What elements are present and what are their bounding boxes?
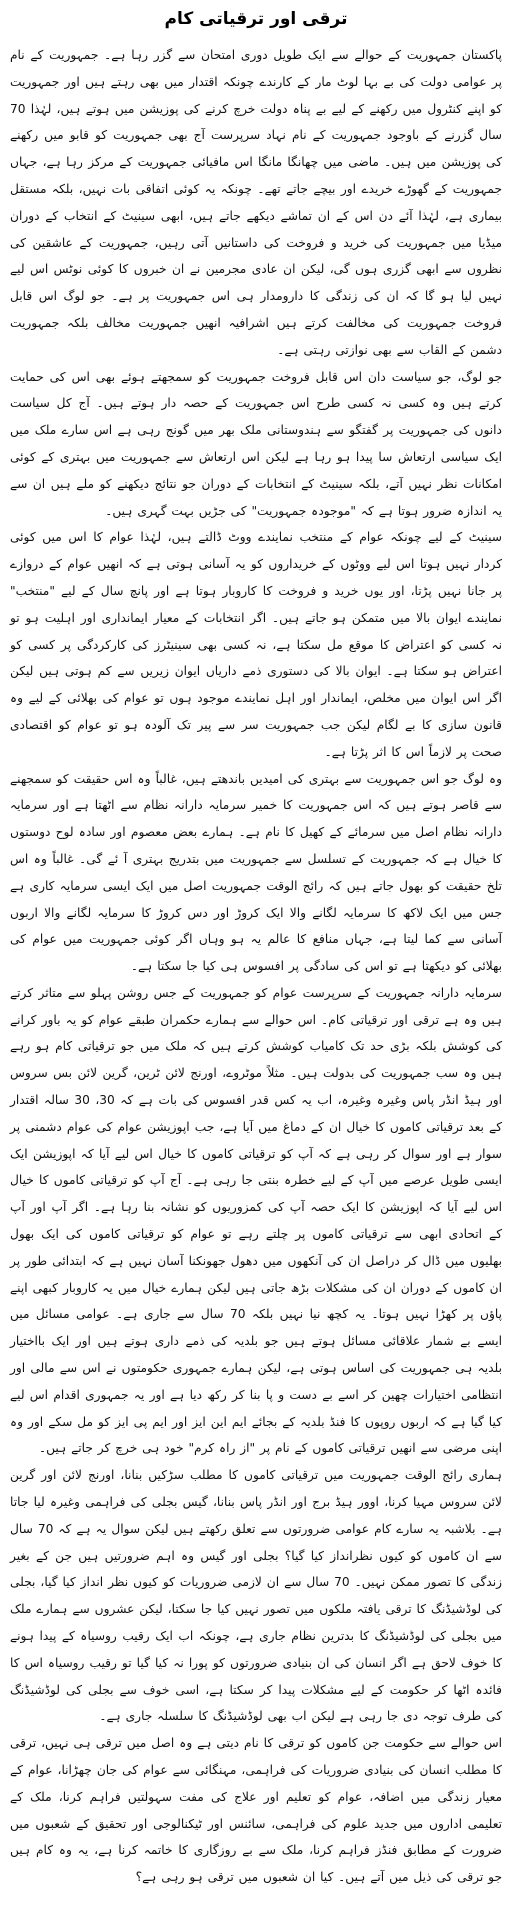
paragraph-5: سرمایہ دارانہ جمہوریت کے سرپرست عوام کو جمہوریت کے جس روشن پہلو سے متاثر کرتے ہیں وہ ہے ترقی اور ترقیاتی کام۔ اس حوالے سے ہمارے حکمران طبقے عوام کو یہ باور کرانے کی کوشش بلکہ بڑی حد تک کامیاب کوشش کرتے ہیں کہ ملک میں جو ترقیاتی کام ہو رہے ہیں وہ سب جمہوریت کی بدولت ہیں۔ مثلاً موٹروے، اورنج لائن ٹرین، گرین لائن بس سروس اور ہیڈ انڈر پاس وغیرہ وغیرہ، اب یہ کس قدر افسوس کی بات ہے کہ 30، 30 سالہ اقتدار کے بعد ترقیاتی کاموں کا خیال ان کے دماغ میں آیا ہے، جب اپوزیشن عوام کی عوام دشمنی پر سوار ہے اور سوال کر رہی ہے کہ آپ کو ترقیاتی کاموں کا خیال اس لیے آیا کہ اپوزیشن ایک ایسی طویل عرصے میں آپ کے لیے خطرہ بنتی جا رہی ہے۔ آج آپ کو ترقیاتی کاموں کا خیال اس لیے آیا کہ اپوزیشن کا ایک حصہ آپ کی کمزوریوں کو نشانہ بنا رہا ہے۔ اگر آپ اور آپ کے اتحادی ابھی سے ترقیاتی کاموں پر چلتے رہے تو عوام کو ترقیاتی کاموں کی ایک بھول بھلیوں میں ڈال کر دراصل ان کی آنکھوں میں دھول جھونکنا آسان نہیں ہے کہ ابتدائی طور پر ان کاموں کے دوران ان کی مشکلات بڑھ جاتی ہیں لیکن ہمارے خیال میں یہ کاروبار کبھی اپنے پاؤں پر کھڑا نہیں ہوتا۔ یہ کچھ نیا نہیں بلکہ 70 سال سے جاری ہے۔ عوامی مسائل میں ایسے بے شمار علاقائی مسائل ہوتے ہیں جو بلدیہ کی ذمے داری ہوتے ہیں اور ایک بااختیار بلدیہ ہی جمہوریت کی اساس ہوتی ہے، لیکن ہمارے جمہوری حکومتوں نے اس سے مالی اور انتظامی اختیارات چھین کر اسے بے دست و پا بنا کر رکھ دیا ہے اور یہ جمہوری اقدام اس لیے کیا گیا ہے کہ اربوں روپوں کا فنڈ بلدیہ کے بجائے ایم این ایز اور ایم پی ایز کو مل سکے اور وہ اپنی مرضی سے انھیں ترقیاتی کاموں کے نام پر "از راہ کرم" خود ہی خرچ کر جاتے ہیں۔ <box>10 985 502 1456</box>
article-title: ترقی اور ترقیاتی کام <box>164 9 348 29</box>
paragraph-3: سینیٹ کے لیے چونکہ عوام کے منتخب نمایندے ووٹ ڈالتے ہیں، لہٰذا عوام کا اس میں کوئی کردار نہیں ہوتا اس لیے ووٹوں کے خریداروں کو یہ آسانی ہوتی ہے کہ انھیں عوام کے دروازے پر جانا نہیں پڑتا، اور یوں خرید و فروخت کا کاروبار ہوتا ہے اور پانچ سال کے لیے "منتخب" نمایندے ایوان بالا میں متمکن ہو جاتے ہیں۔ اگر انتخابات کے معیار ایمانداری اور اہلیت ہو تو نہ کسی کو اعتراض کا موقع مل سکتا ہے، نہ کسی بھی سینیٹرز کی کارکردگی پر کسی کو اعتراض ہو سکتا ہے۔ ایوان بالا کی دستوری ذمے داریاں ایوان زیریں سے کم ہوتی ہیں لیکن اگر اس ایوان میں مخلص، ایماندار اور اہل نمایندے موجود ہوں تو عوام کی بھلائی کے لیے وہ قانون سازی کا بے لگام لیکن جب جمہوریت سر سے پیر تک آلودہ ہو تو عوام کو اقتصادی صحت پر لازماً اس کا اثر پڑتا ہے۔ <box>10 530 502 759</box>
paragraph-7: اس حوالے سے حکومت جن کاموں کو ترقی کا نام دیتی ہے وہ اصل میں ترقی ہی نہیں، ترقی کا مطلب انسان کی بنیادی ضروریات کی فراہمی، مہنگائی سے عوام کی جان چھڑانا، عوام کے معیار زندگی میں اضافہ، عوام کو تعلیم اور علاج کی مفت سہولتیں فراہم کرنا، ملک کے تعلیمی اداروں میں جدید علوم کی فراہمی، سائنس اور ٹیکنالوجی اور تحقیق کے شعبوں میں ضرورت کے مطابق فنڈز فراہم کرنا، ملک سے بے روزگاری کا خاتمہ کرنا ہے، یہ وہ کام ہیں جو ترقی کی ذیل میں آتے ہیں۔ کیا ان شعبوں میں ترقی ہو رہی ہے؟ <box>10 1736 502 1885</box>
paragraph-2: جو لوگ، جو سیاست دان اس قابل فروخت جمہوریت کو سمجھتے ہوئے بھی اس کی حمایت کرتے ہیں وہ کسی نہ کسی طرح اس جمہوریت کے حصہ دار ہوتے ہیں۔ آج کل سیاست دانوں کی جمہوریت پر گفتگو سے ہندوستانی ملک بھر میں گونج رہی ہے اس سارے ملک میں ایک سیاسی ارتعاش سا پیدا ہو رہا ہے لیکن اس ارتعاش سے جمہوریت میں بہتری کے کوئی امکانات نظر نہیں آتے، بلکہ سینیٹ کے انتخابات کے دوران جو نتائج دیکھنے کو ملے ہیں ان سے یہ اندازہ ضرور ہوتا ہے کہ "موجودہ جمہوریت" کی جڑیں بہت گہری ہیں۔ <box>10 369 502 518</box>
paragraph-6: ہماری رائج الوقت جمہوریت میں ترقیاتی کاموں کا مطلب سڑکیں بنانا، اورنج لائن اور گرین لائن سروس مہیا کرنا، اوور ہیڈ برج اور انڈر پاس بنانا، گیس بجلی کی فراہمی وغیرہ لیا جاتا ہے۔ بلاشبہ یہ سارے کام عوامی ضرورتوں سے تعلق رکھتے ہیں لیکن سوال یہ ہے کہ 70 سال سے ان کاموں کو کیوں نظرانداز کیا گیا؟ بجلی اور گیس وہ اہم ضرورتیں ہیں جن کے بغیر زندگی کا تصور ممکن نہیں۔ 70 سال سے ان لازمی ضروریات کو کیوں نظر انداز کیا گیا، بجلی کی لوڈشیڈنگ کا ترقی یافتہ ملکوں میں تصور نہیں کیا جا سکتا، لیکن عشروں سے ہمارے ملک میں بجلی کی لوڈشیڈنگ کا بدترین نظام جاری ہے، چونکہ اب ایک رقیب روسیاہ کے پیدا ہونے کا خوف لاحق ہے اگر انسان کی ان بنیادی ضرورتوں کو پورا نہ کیا گیا تو رقیب روسیاہ اس کا فائدہ اٹھا کر حکومت کے لیے مشکلات پیدا کر سکتا ہے، اسی خوف سے بجلی کی لوڈشیڈنگ کی طرف توجہ دی جا رہی ہے لیکن اب بھی لوڈشیڈنگ کا سلسلہ جاری ہے۔ <box>10 1468 503 1724</box>
article-body <box>10 42 502 1891</box>
paragraph-4: وہ لوگ جو اس جمہوریت سے بہتری کی امیدیں باندھتے ہیں، غالباً وہ اس حقیقت کو سمجھنے سے قاصر ہوتے ہیں کہ اس جمہوریت کا خمیر سرمایہ دارانہ نظام سے اٹھتا ہے اور سرمایہ دارانہ نظام اصل میں سرمائے کے کھیل کا نام ہے۔ ہمارے بعض معصوم اور سادہ لوح دوستوں کا خیال ہے کہ جمہوریت کے تسلسل سے جمہوریت میں بتدریج بہتری آ ئے گی۔ غالباً وہ اس تلخ حقیقت کو بھول جاتے ہیں کہ رائج الوقت جمہوریت اصل میں ایک ایسی سرمایہ کاری ہے جس میں ایک لاکھ کا سرمایہ لگانے والا ایک کروڑ اور دس کروڑ کا سرمایہ لگانے والا اربوں آسانی سے کما لیتا ہے، جہاں منافع کا عالم یہ ہو وہاں اگر کوئی جمہوریت میں عوام کی بھلائی کو دیکھتا ہے تو اس کی سادگی پر افسوس ہی کیا جا سکتا ہے۔ <box>10 771 502 974</box>
paragraph-1: پاکستان جمہوریت کے حوالے سے ایک طویل دوری امتحان سے گزر رہا ہے۔ جمہوریت کے نام پر عوامی دولت کی بے بہا لوٹ مار کے کارندے چونکہ اقتدار میں بھی رہتے ہیں اور جمہوریت کو اپنے کنٹرول میں رکھنے کے لیے بے پناہ دولت خرچ کرنے کی پوزیشن میں ہوتے ہیں، لہٰذا 70 سال گزرنے کے باوجود جمہوریت کے نام نہاد سرپرست آج بھی جمہوریت کو قابو میں رکھنے کی پوزیشن میں ہیں۔ ماضی میں چھانگا مانگا اس مافیائی جمہوریت کے مرکز رہا ہے، جہاں جمہوریت کے گھوڑے خریدے اور بیچے جاتے تھے۔ چونکہ یہ کوئی اتفاقی بات نہیں، بلکہ مستقل بیماری ہے، لہٰذا آئے دن اس کے ان تماشے دیکھے جاتے ہیں، ابھی سینیٹ کے انتخاب کے دوران میڈیا میں جمہوریت کی خرید و فروخت کی داستانیں آتی رہیں، جمہوریت کے عاشقین کی نظروں سے ابھی گزری ہوں گی، لیکن ان عادی مجرمین نے ان خبروں کا کوئی نوٹس اس لیے نہیں لیا ہو گا کہ ان کی زندگی کا دارومدار ہی اس جمہوریت پر ہے۔ جو لوگ اس قابل فروخت جمہوریت کی مخالفت کرتے ہیں اشرافیہ انھیں جمہوریت مخالف بلکہ جمہوریت دشمن کے القاب سے بھی نوازتی رہتی ہے۔ <box>10 48 502 357</box>
